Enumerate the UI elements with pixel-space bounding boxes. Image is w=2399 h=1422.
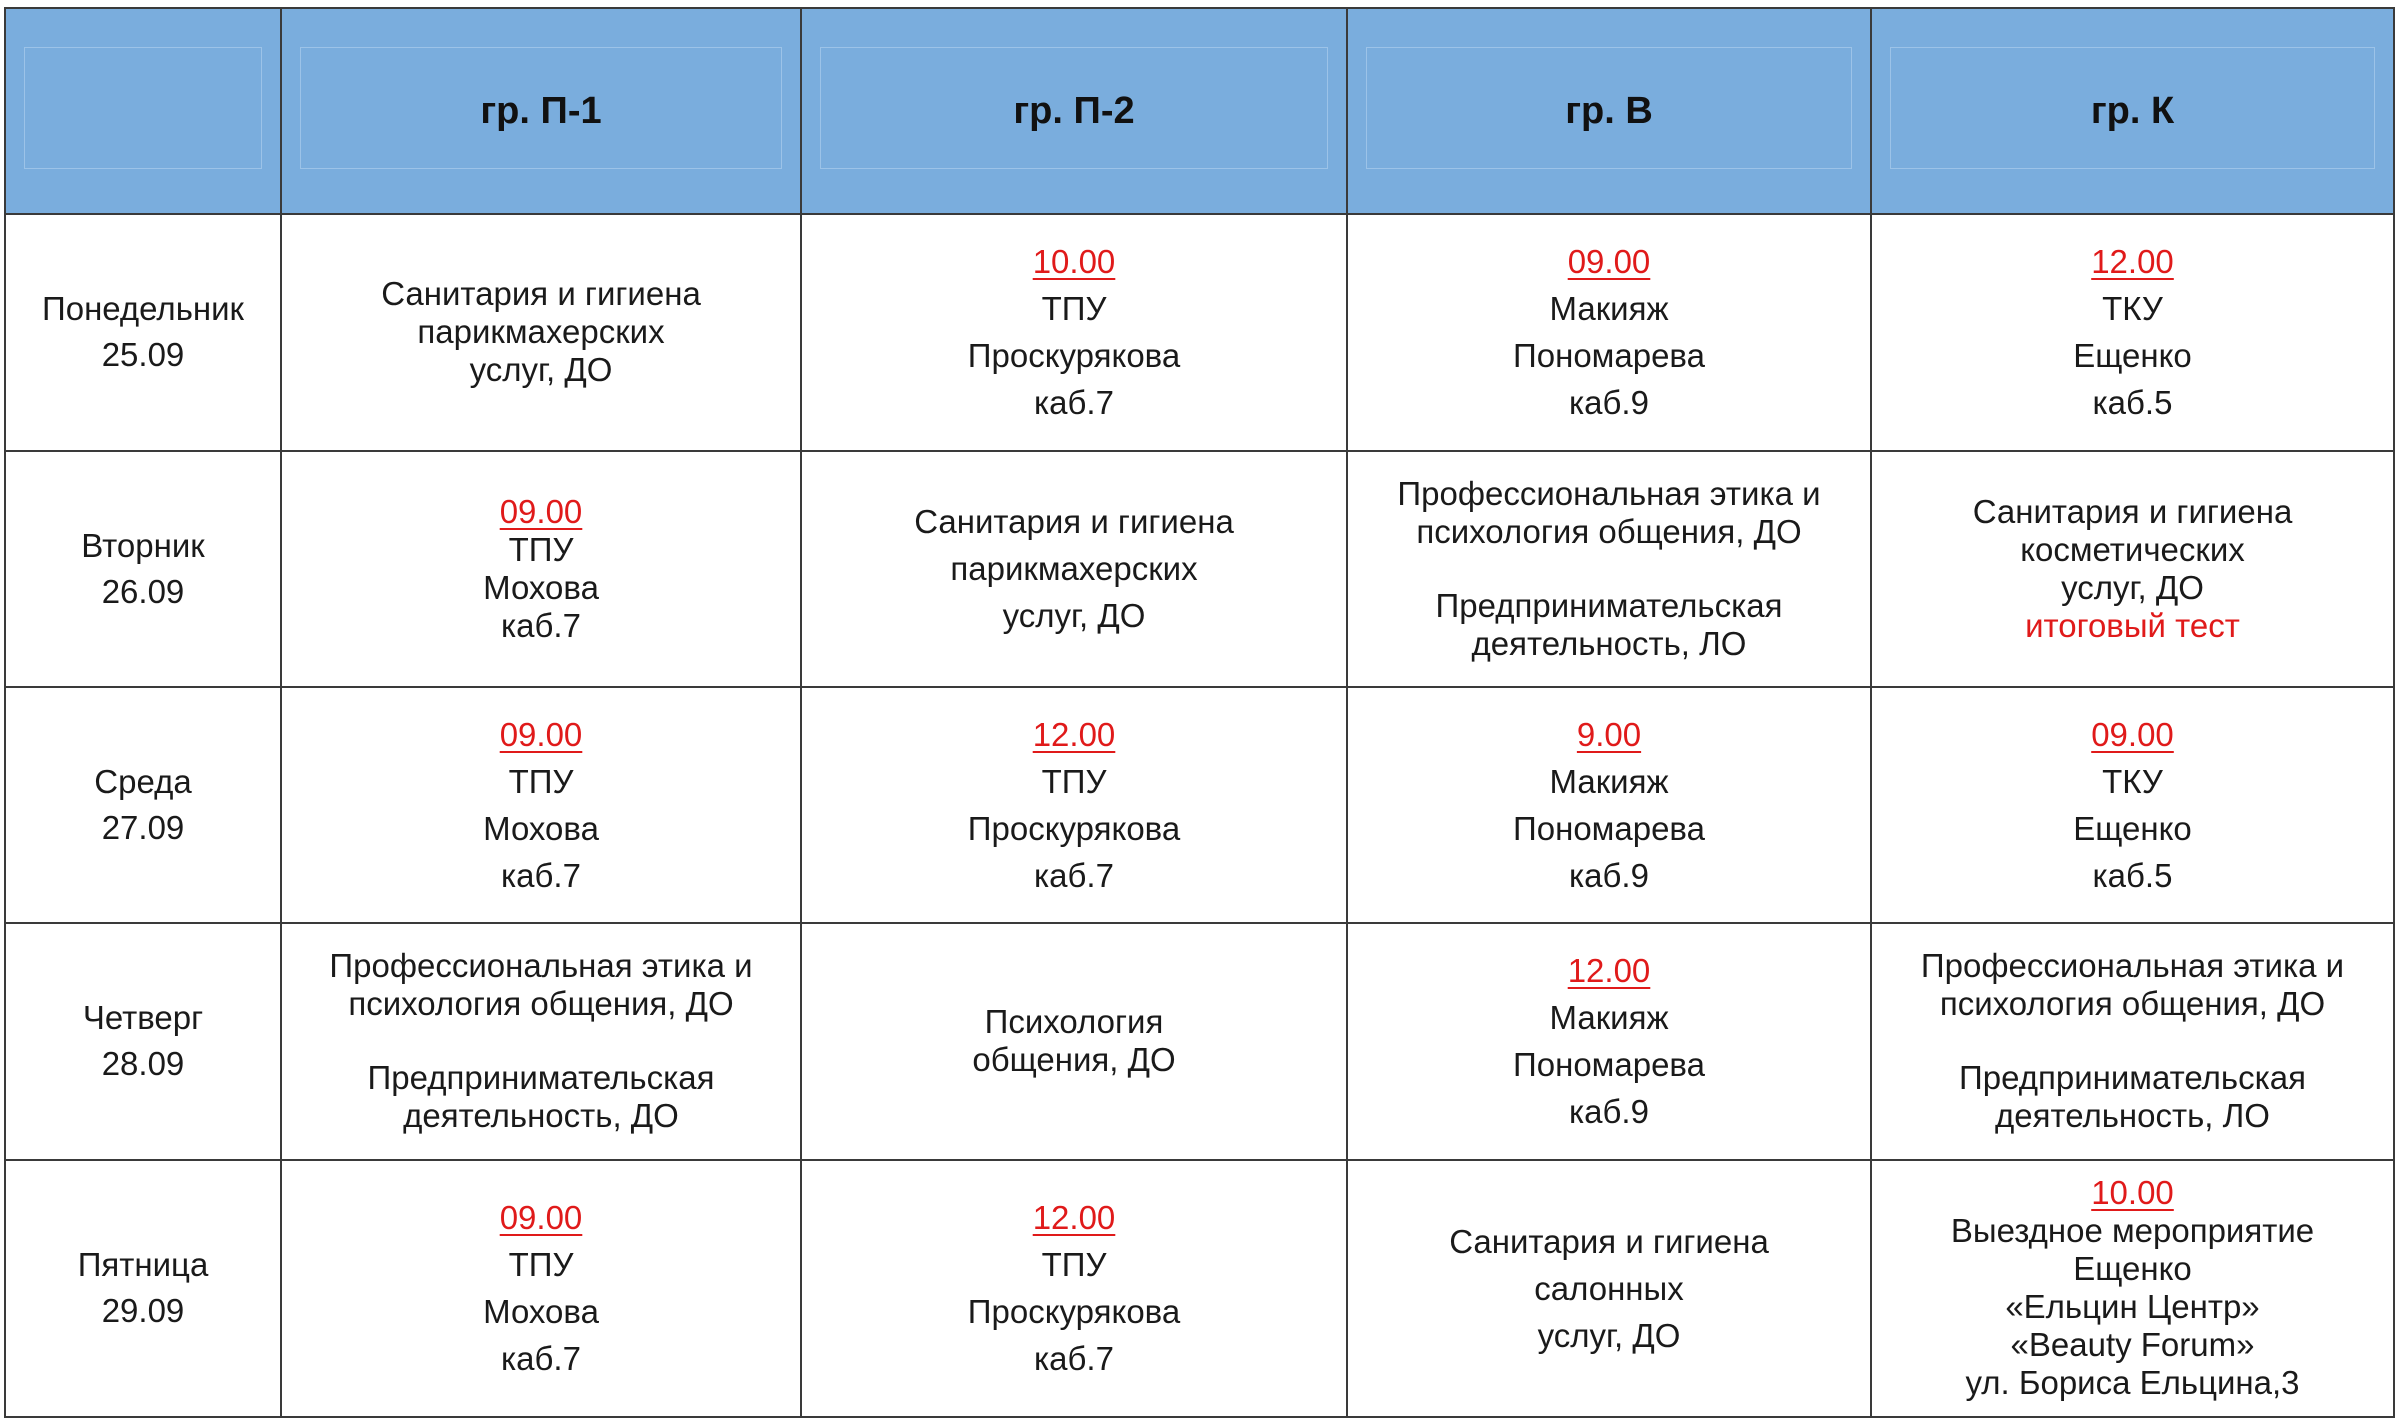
lesson-room: каб.7	[1034, 1340, 1114, 1378]
lesson-room: каб.7	[1034, 857, 1114, 895]
lesson-room: каб.7	[501, 606, 581, 644]
lesson-cell	[801, 451, 1347, 687]
lesson-room: каб.5	[2092, 384, 2173, 422]
lesson-line: Санитария и гигиена	[914, 503, 1234, 541]
lesson-line: Санитария и гигиена	[1449, 1222, 1769, 1260]
lesson-subject: ТКУ	[2102, 290, 2163, 328]
lesson-room: каб.5	[2092, 857, 2173, 895]
lesson-line: психология общения, ДО	[1416, 512, 1802, 550]
lesson-teacher: Проскурякова	[967, 1293, 1181, 1331]
lesson-room: каб.7	[501, 857, 581, 895]
lesson-teacher: Ещенко	[2073, 810, 2192, 848]
header-row	[5, 8, 2394, 214]
lesson-cell	[281, 923, 801, 1159]
lesson-cell	[1347, 687, 1871, 923]
day-row-tuesday	[5, 451, 2394, 687]
lesson-cell	[281, 687, 801, 923]
lesson-cell	[801, 1160, 1347, 1417]
group-label: гр. П-1	[480, 89, 602, 132]
day-row-wednesday	[5, 687, 2394, 923]
day-name: Четверг	[82, 999, 204, 1037]
lesson-subject: ТПУ	[1041, 290, 1107, 328]
lesson-cell	[801, 214, 1347, 450]
lesson-line: услуг, ДО	[469, 351, 613, 389]
lesson-line: Санитария и гигиена	[381, 275, 701, 313]
day-cell	[5, 923, 281, 1159]
lesson-line: Санитария и гигиена	[1972, 492, 2293, 530]
lesson-time: 09.00	[499, 1199, 583, 1237]
lesson-time: 12.00	[1032, 1199, 1116, 1237]
lesson-subject: ТПУ	[1041, 763, 1107, 801]
lesson-room: каб.9	[1569, 857, 1649, 895]
lesson-time: 12.00	[2091, 243, 2174, 281]
lesson-subject: ТПУ	[508, 763, 574, 801]
lesson-line: Предпринимательская	[367, 1059, 715, 1097]
header-group-k	[1871, 8, 2394, 214]
day-cell	[5, 687, 281, 923]
group-label: гр. П-2	[1013, 89, 1135, 132]
day-name: Понедельник	[42, 290, 244, 328]
day-date: 28.09	[101, 1045, 185, 1083]
lesson-line: деятельность, ДО	[403, 1097, 679, 1135]
lesson-cell	[281, 451, 801, 687]
lesson-teacher: Пономарева	[1513, 810, 1705, 848]
lesson-teacher: Мохова	[483, 1293, 599, 1331]
lesson-subject: ТПУ	[1041, 1246, 1107, 1284]
header-group-v	[1347, 8, 1871, 214]
lesson-subject: Макияж	[1549, 999, 1669, 1037]
lesson-teacher: Проскурякова	[967, 337, 1181, 375]
day-name: Вторник	[81, 526, 205, 564]
group-label: гр. К	[2090, 89, 2175, 132]
lesson-line: Психология	[984, 1003, 1164, 1041]
lesson-line: Профессиональная этика и	[1397, 474, 1821, 512]
lesson-subject: Макияж	[1549, 763, 1669, 801]
lesson-line: услуг, ДО	[1002, 597, 1146, 635]
lesson-line: Профессиональная этика и	[329, 947, 753, 985]
lesson-teacher: Проскурякова	[967, 810, 1181, 848]
lesson-room: каб.9	[1569, 384, 1649, 422]
lesson-line: услуг, ДО	[2061, 568, 2204, 606]
lesson-time: 10.00	[1032, 243, 1116, 281]
lesson-line: Профессиональная этика и	[1920, 947, 2345, 985]
lesson-teacher: Мохова	[483, 568, 599, 606]
lesson-subject: Макияж	[1549, 290, 1669, 328]
header-corner-cell	[5, 8, 281, 214]
lesson-teacher: Ещенко	[2073, 337, 2192, 375]
lesson-cell	[1347, 1160, 1871, 1417]
lesson-line: парикмахерских	[950, 550, 1198, 588]
day-cell	[5, 451, 281, 687]
lesson-subject: ТКУ	[2102, 763, 2163, 801]
day-name: Пятница	[77, 1246, 209, 1284]
lesson-cell	[1347, 923, 1871, 1159]
lesson-teacher: Пономарева	[1513, 337, 1705, 375]
lesson-cell	[1871, 923, 2394, 1159]
day-date: 27.09	[101, 809, 185, 847]
lesson-subject: Выездное мероприятие	[1950, 1212, 2315, 1250]
day-date: 29.09	[101, 1292, 185, 1330]
lesson-time: 10.00	[2091, 1174, 2174, 1212]
lesson-venue: «Ельцин Центр»	[2005, 1288, 2260, 1326]
lesson-line: салонных	[1534, 1269, 1684, 1307]
day-row-monday	[5, 214, 2394, 450]
lesson-cell	[281, 1160, 801, 1417]
day-row-thursday	[5, 923, 2394, 1159]
lesson-room: каб.9	[1569, 1093, 1649, 1131]
lesson-line: психология общения, ДО	[348, 985, 734, 1023]
lesson-line: Предпринимательская	[1959, 1059, 2306, 1097]
lesson-subject: ТПУ	[508, 1246, 574, 1284]
day-name: Среда	[94, 763, 192, 801]
lesson-line: общения, ДО	[972, 1041, 1176, 1079]
lesson-room: каб.7	[1034, 384, 1114, 422]
final-test-note: итоговый тест	[2025, 606, 2240, 644]
lesson-time: 09.00	[499, 716, 583, 754]
lesson-cell	[1871, 687, 2394, 923]
lesson-time: 09.00	[499, 492, 583, 530]
lesson-address: ул. Бориса Ельцина,3	[1965, 1364, 2300, 1402]
lesson-cell	[801, 923, 1347, 1159]
lesson-line: косметических	[2020, 530, 2245, 568]
lesson-time: 09.00	[1567, 243, 1651, 281]
lesson-cell	[1871, 1160, 2394, 1417]
lesson-teacher: Пономарева	[1513, 1046, 1705, 1084]
lesson-teacher: Мохова	[483, 810, 599, 848]
lesson-line: парикмахерских	[417, 313, 665, 351]
day-cell	[5, 214, 281, 450]
day-row-friday	[5, 1160, 2394, 1417]
day-cell	[5, 1160, 281, 1417]
header-group-p1	[281, 8, 801, 214]
lesson-line: услуг, ДО	[1537, 1316, 1681, 1354]
lesson-cell	[1347, 214, 1871, 450]
lesson-line: деятельность, ЛО	[1471, 624, 1747, 662]
lesson-time: 09.00	[2091, 716, 2174, 754]
schedule-table	[4, 7, 2395, 1418]
header-group-p2	[801, 8, 1347, 214]
group-label: гр. В	[1565, 89, 1653, 132]
lesson-cell	[1347, 451, 1871, 687]
lesson-line: психология общения, ДО	[1939, 985, 2326, 1023]
lesson-teacher: Ещенко	[2073, 1250, 2192, 1288]
lesson-subject: ТПУ	[508, 530, 574, 568]
lesson-cell	[801, 687, 1347, 923]
day-date: 26.09	[101, 572, 185, 610]
lesson-room: каб.7	[501, 1340, 581, 1378]
lesson-line: деятельность, ЛО	[1995, 1097, 2270, 1135]
lesson-time: 12.00	[1567, 952, 1651, 990]
lesson-time: 9.00	[1576, 716, 1642, 754]
lesson-cell	[281, 214, 801, 450]
day-date: 25.09	[101, 336, 185, 374]
lesson-cell	[1871, 214, 2394, 450]
lesson-event: «Beauty Forum»	[2010, 1326, 2255, 1364]
lesson-cell	[1871, 451, 2394, 687]
lesson-time: 12.00	[1032, 716, 1116, 754]
lesson-line: Предпринимательская	[1435, 586, 1783, 624]
